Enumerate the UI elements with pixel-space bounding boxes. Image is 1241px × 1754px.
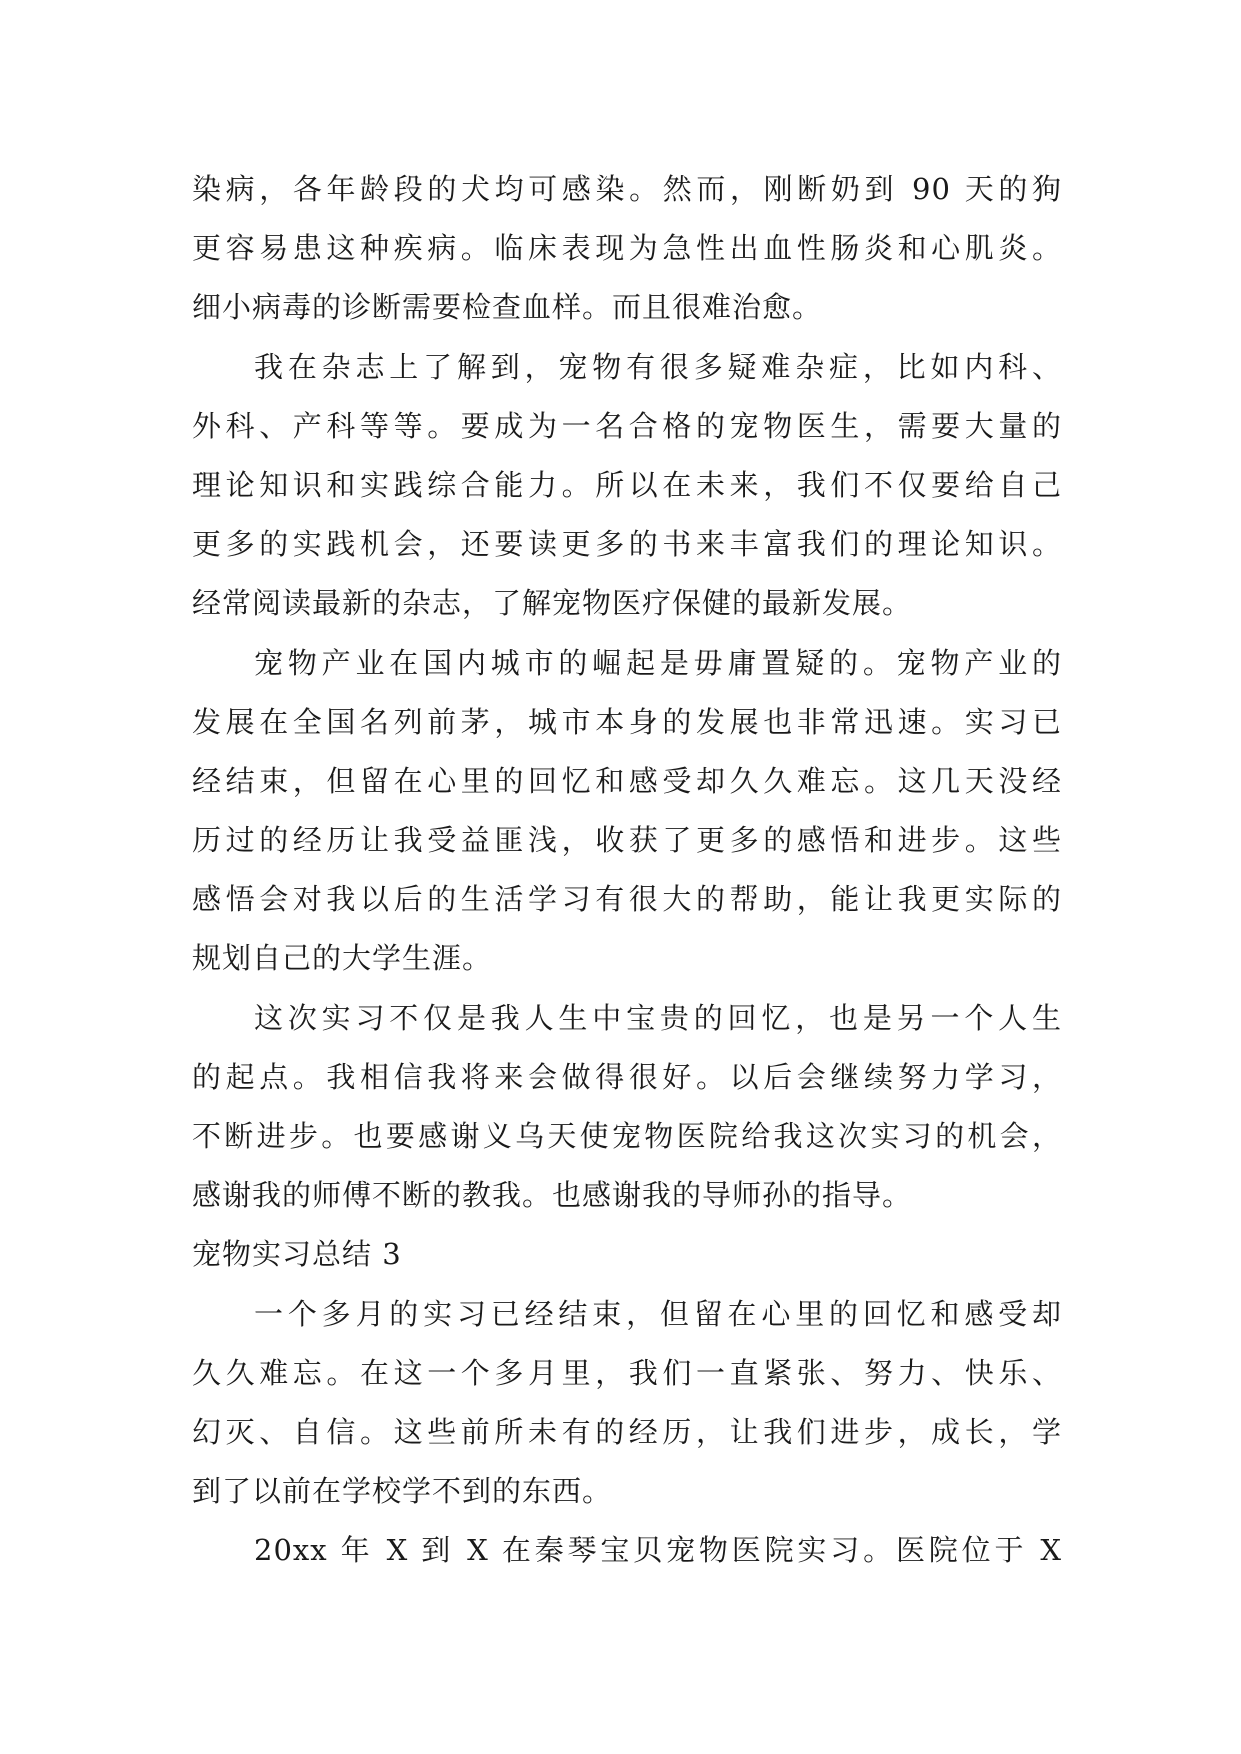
text-line: 到了以前在学校学不到的东西。 [192,1474,613,1509]
text-line: 历过的经历让我受益匪浅，收获了更多的感悟和进步。这些 [192,823,1062,858]
text-line: 细小病毒的诊断需要检查血样。而且很难治愈。 [192,290,823,325]
text-line: 这次实习不仅是我人生中宝贵的回忆，也是另一个人生 [254,1000,1062,1035]
text-line: 感谢我的师傅不断的教我。也感谢我的导师孙的指导。 [192,1178,913,1213]
text-line: 感悟会对我以后的生活学习有很大的帮助，能让我更实际的 [192,882,1062,917]
text-line: 经结束，但留在心里的回忆和感受却久久难忘。这几天没经 [192,763,1062,798]
text-line: 宠物实习总结 3 [192,1237,402,1272]
text-line: 染病，各年龄段的犬均可感染。然而，刚断奶到 90 天的狗 [192,172,1062,206]
text-line: 我在杂志上了解到，宠物有很多疑难杂症，比如内科、 [254,349,1062,384]
text-line: 外科、产科等等。要成为一名合格的宠物医生，需要大量的 [192,408,1062,443]
text-line: 理论知识和实践综合能力。所以在未来，我们不仅要给自己 [192,467,1062,502]
text-line: 规划自己的大学生涯。 [192,941,493,976]
text-line: 发展在全国名列前茅，城市本身的发展也非常迅速。实习已 [192,704,1062,739]
text-line: 幻灭、自信。这些前所未有的经历，让我们进步，成长，学 [192,1414,1062,1449]
text-line: 的起点。我相信我将来会做得很好。以后会继续努力学习， [192,1059,1062,1094]
text-line: 宠物产业在国内城市的崛起是毋庸置疑的。宠物产业的 [254,645,1062,680]
text-line: 久久难忘。在这一个多月里，我们一直紧张、努力、快乐、 [192,1355,1062,1390]
text-line: 20xx 年 X 到 X 在秦琴宝贝宠物医院实习。医院位于 X [254,1533,1062,1568]
document-body [192,160,1062,1581]
text-line: 一个多月的实习已经结束，但留在心里的回忆和感受却 [254,1296,1062,1331]
text-line: 更多的实践机会，还要读更多的书来丰富我们的理论知识。 [192,527,1062,562]
text-line: 更容易患这种疾病。临床表现为急性出血性肠炎和心肌炎。 [192,231,1062,266]
text-line: 不断进步。也要感谢义乌天使宠物医院给我这次实习的机会， [192,1119,1062,1153]
text-line: 经常阅读最新的杂志，了解宠物医疗保健的最新发展。 [192,586,913,621]
